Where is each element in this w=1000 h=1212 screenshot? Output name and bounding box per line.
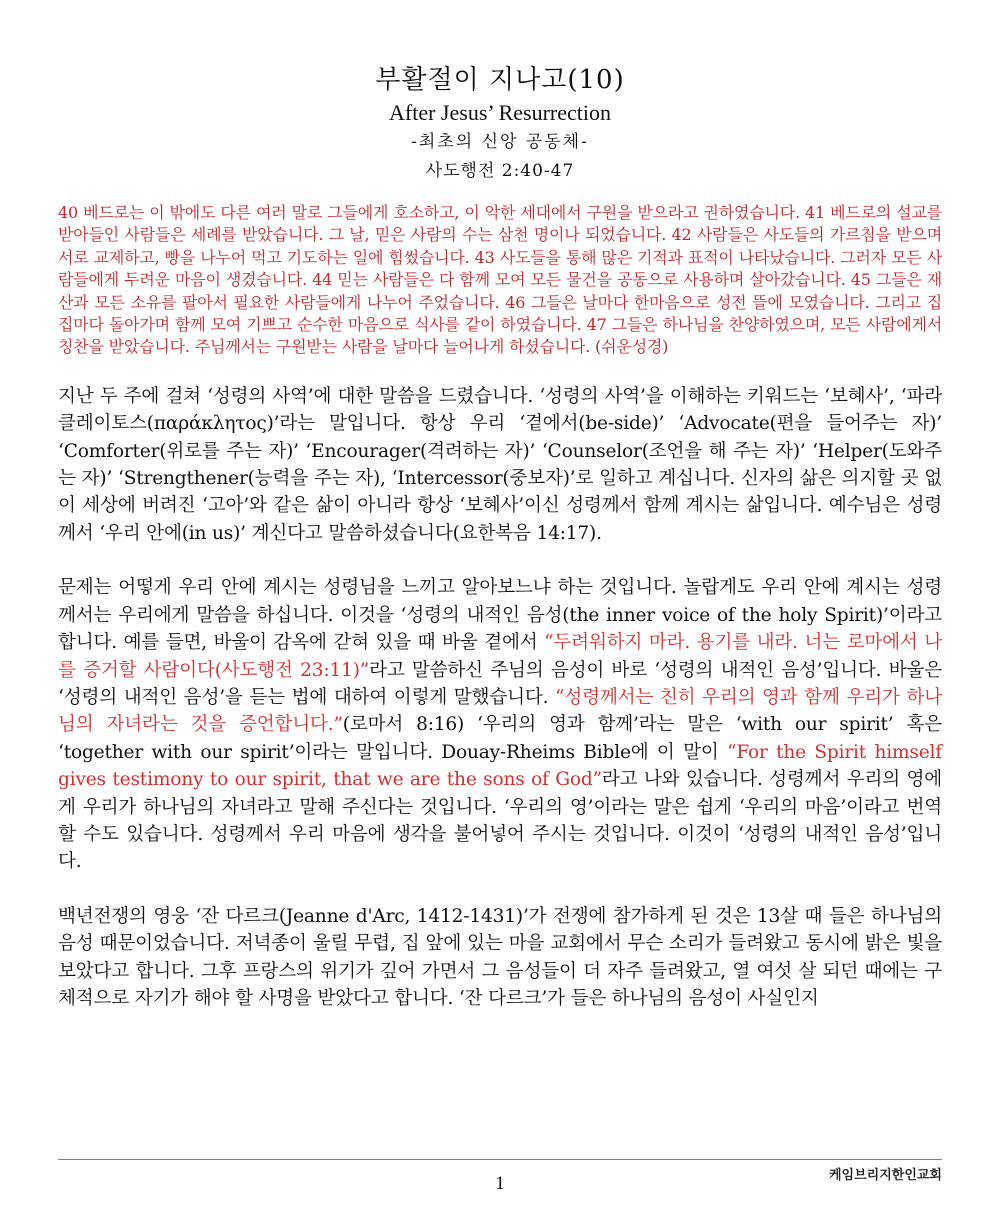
quoted-verse: “두려워하지 마라. 용기를 내라. 너는 로마에서 나를 증거할 사람이다(사도행전 23:11)”: [58, 632, 943, 681]
korean-subtitle: -최초의 신앙 공동체-: [411, 132, 589, 152]
page-title: 부활절이 지나고(10): [375, 65, 625, 95]
body-paragraph-2: [58, 574, 942, 875]
paragraph-text: 라고 나와 있습니다. 성령께서 우리의 영에게 우리가 하나님의 자녀라고 말해 주신다는 것입니다. ‘우리의 영’이라는 말은 쉽게 ‘우리의 마음’이라고 번역할 수도 있습니다. 성령께서 우리 마음에 생각을 불어넣어 주시는 것입니다. 이것이 ‘성령의 내적인 음성’입니다.: [58, 769, 942, 873]
scripture-passage: 40 베드로는 이 밖에도 다른 여러 말로 그들에게 호소하고, 이 악한 세대에서 구원을 받으라고 권하였습니다. 41 베드로의 설교를 받아들인 사람들은 세례를 받았습니다. 그 날, 믿은 사람의 수는 삼천 명이나 되었습니다. 42 사람들은 사도들의 가르침을 받으며 서로 교제하고, 빵을 나누어 먹고 기도하는 일에 힘썼습니다. 43 사도들을 통해 많은 기적과 표적이 나타났습니다. 그러자 모든 사람들에게 두려운 마음이 생겼습니다. 44 믿는 사람들은 다 함께 모여 모든 물건을 공동으로 사용하며 살아갔습니다. 45 그들은 재산과 모든 소유를 팔아서 필요한 사람들에게 나누어 주었습니다. 46 그들은 날마다 한마음으로 성전 뜰에 모였습니다. 그리고 집집마다 돌아가며 함께 모여 기쁘고 순수한 마음으로 식사를 같이 하였습니다. 47 그들은 하나님을 찬양하였으며, 모든 사람에게서 칭찬을 받았습니다. 주님께서는 구원받는 사람을 날마다 늘어나게 하셨습니다. (쉬운성경): [58, 203, 943, 357]
body-paragraph-3: 백년전쟁의 영웅 ‘잔 다르크(Jeanne d'Arc, 1412-1431)’가 전쟁에 참가하게 된 것은 13살 때 들은 하나님의 음성 때문이었습니다. 저녁종이 울릴 무렵, 집 앞에 있는 마을 교회에서 무슨 소리가 들려왔고 동시에 밝은 빛을 보았다고 합니다. 그후 프랑스의 위기가 깊어 가면서 그 음성들이 더 자주 들려왔고, 열 여섯 살 되던 때에는 구체적으로 자기가 해야 할 사명을 받았다고 합니다. ‘잔 다르크’가 들은 하나님의 음성이 사실인지: [58, 905, 942, 1009]
sermon-header: [0, 62, 1000, 186]
paragraph-spacer: [58, 876, 942, 903]
paragraph-text: 문제는 어떻게 우리 안에 계시는 성령님을 느끼고 알아보느냐 하는 것입니다. 놀랍게도 우리 안에 계시는 성령께서는 우리에게 말씀을 하십니다. 이것을 ‘성령의 내적인 음성(the inner voice of the holy Spirit)’이라고 합니다. 예를 들면, 바울이 감옥에 갇혀 있을 때 바울 곁에서: [58, 577, 942, 654]
quoted-verse: “성령께서는 친히 우리의 영과 함께 우리가 하나님의 자녀라는 것을 증언합니다.”: [58, 686, 942, 736]
document-body: [58, 202, 942, 1012]
page-number: 1: [495, 1173, 505, 1194]
paragraph-text: 라고 말씀하신 주님의 음성이 바로 ‘성령의 내적인 음성’입니다. 바울은 ‘성령의 내적인 음성’을 듣는 법에 대하여 이렇게 말했습니다.: [58, 659, 942, 708]
paragraph-text: (로마서 8:16) ‘우리의 영과 함께’라는 말은 ‘with our spirit’ 혹은 ‘together with our spirit’이라는 말입니다. Douay-Rheims Bible에 이 말이: [58, 714, 942, 763]
paragraph-spacer: [58, 359, 942, 383]
body-paragraph-1: 지난 두 주에 걸쳐 ‘성령의 사역’에 대한 말씀을 드렸습니다. ‘성령의 사역’을 이해하는 키워드는 ‘보혜사’, ‘파라클레이토스(παράκλητος)’라는 말입니다. 항상 우리 ‘곁에서(be-side)’ ‘Advocate(편을 들어주는 자)’ ‘Comforter(위로를 주는 자)’ ‘Encourager(격려하는 자)’ ‘Counselor(조언을 해 주는 자)’ ‘Helper(도와주는 자)’ ‘Strengthener(능력을 주는 자), ‘Intercessor(중보자)’로 일하고 계십니다. 신자의 삶은 의지할 곳 없이 세상에 버려진 ‘고아’와 같은 삶이 아니라 항상 ‘보혜사’이신 성령께서 함께 계시는 삶입니다. 예수님은 성령께서 ‘우리 안에(in us)’ 계신다고 말씀하셨습니다(요한복음 14:17).: [58, 385, 942, 544]
paragraph-spacer: [58, 547, 942, 574]
footer-divider: [58, 1159, 942, 1160]
scripture-reference: 사도행전 2:40-47: [425, 161, 575, 181]
quoted-verse: “For the Spirit himself gives testimony to our spirit, that we are the sons of God”: [58, 741, 942, 791]
english-subtitle: After Jesus’ Resurrection: [389, 100, 611, 125]
church-name: 케임브리지한인교회: [828, 1168, 942, 1183]
